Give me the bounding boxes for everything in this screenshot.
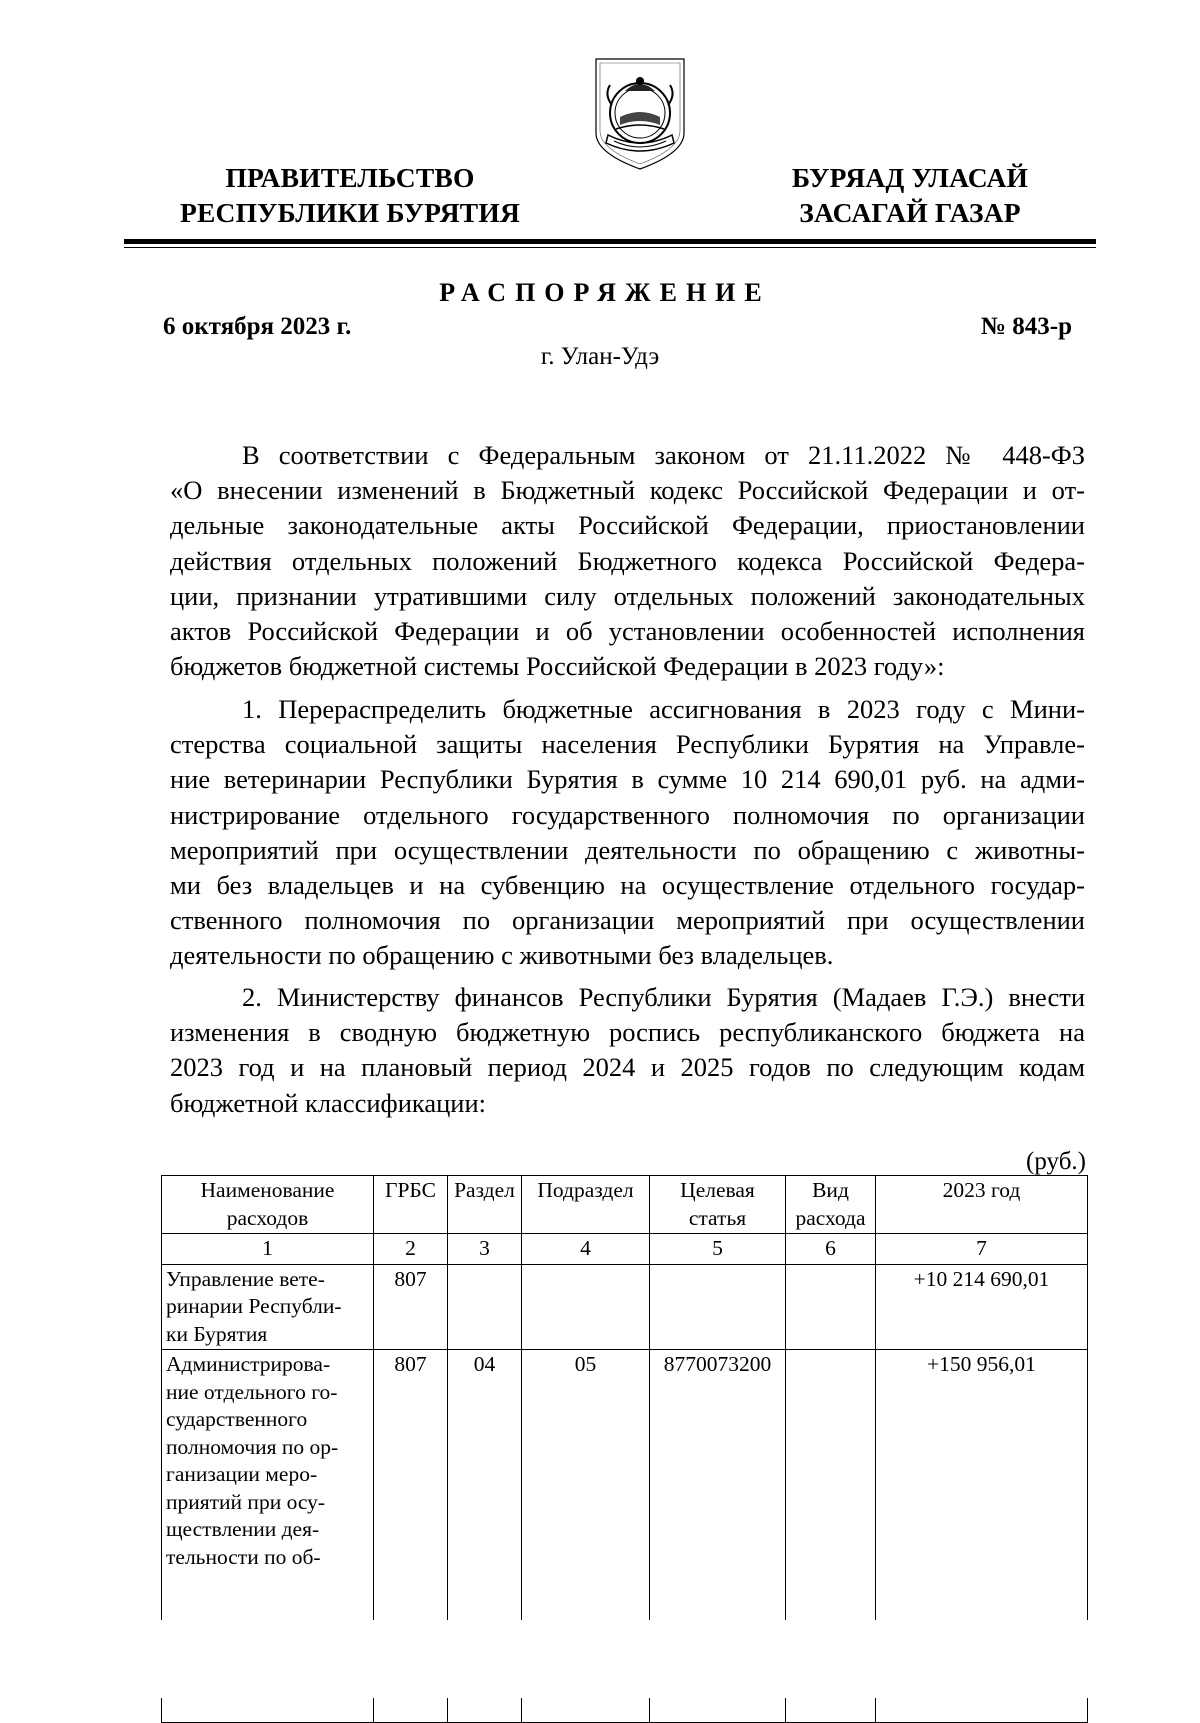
header-rule-thin: [124, 247, 1096, 248]
row-name-cell: Администрирова- ние отдельного го- сударственного полномочия по ор- ганизации меро- приятий при осу- ществлении дея- тельности по об-: [162, 1350, 374, 1723]
text-line: ми без владельцев и на субвенцию на осуществление отдельного государ-: [170, 870, 1085, 901]
table-header-row: [162, 1176, 1088, 1234]
table-number-row: [162, 1234, 1088, 1265]
text-line: деятельности по обращению с животными без владельцев.: [170, 940, 834, 971]
table-header-cell: Наименование расходов: [162, 1176, 374, 1234]
republic-emblem-icon: [590, 55, 690, 173]
row-celevaya-cell: [650, 1264, 786, 1350]
row-razdel-cell: [448, 1264, 522, 1350]
document-date: 6 октября 2023 г.: [163, 313, 352, 340]
text-line: 2023 год и на плановый период 2024 и 2025 годов по следующим кодам: [170, 1052, 1085, 1083]
table-number-cell: 3: [448, 1234, 522, 1265]
table-number-cell: 7: [876, 1234, 1088, 1265]
document-city: г. Улан-Удэ: [540, 343, 660, 370]
text-line: ственного полномочия по организации мероприятий при осуществлении: [170, 905, 1085, 936]
text-line: «О внесении изменений в Бюджетный кодекс Российской Федерации и от-: [170, 475, 1085, 506]
header-left-line2: РЕСПУБЛИКИ БУРЯТИЯ: [179, 197, 521, 228]
header-right: [760, 160, 1060, 230]
text-line: ние ветеринарии Республики Бурятия в сумме 10 214 690,01 руб. на адми-: [170, 764, 1085, 795]
header-left-line1: ПРАВИТЕЛЬСТВО: [225, 162, 475, 193]
header-right-line2: ЗАСАГАЙ ГАЗАР: [799, 197, 1021, 228]
row-razdel-cell: 04: [448, 1350, 522, 1723]
text-line: 2. Министерству финансов Республики Бурятия (Мадаев Г.Э.) внести: [242, 982, 1085, 1012]
row-podrazdel-cell: 05: [522, 1350, 650, 1723]
text-line: бюджетной классификации:: [170, 1087, 487, 1118]
paragraph-item-1: [170, 692, 1085, 974]
text-line: 1. Перераспределить бюджетные ассигнования в 2023 году с Мини-: [242, 694, 1085, 724]
table-header-cell: 2023 год: [876, 1176, 1088, 1234]
paragraph-preamble: [170, 438, 1085, 684]
text-line: нистрирование отдельного государственного полномочия по организации: [170, 799, 1085, 830]
row-vid-cell: [786, 1264, 876, 1350]
table-number-cell: 6: [786, 1234, 876, 1265]
row-podrazdel-cell: [522, 1264, 650, 1350]
text-line: бюджетов бюджетной системы Российской Федерации в 2023 году»:: [170, 651, 945, 682]
text-line: мероприятий при осуществлении деятельности по обращению с животны-: [170, 834, 1085, 865]
row-celevaya-cell: 8770073200: [650, 1350, 786, 1723]
table-unit-label: (руб.): [1026, 1148, 1086, 1175]
row-amount-cell: +10 214 690,01: [876, 1264, 1088, 1350]
table-number-cell: 5: [650, 1234, 786, 1265]
row-name-cell: Управление вете- ринарии Республи- ки Бурятия: [162, 1264, 374, 1350]
table-header-cell: Подраздел: [522, 1176, 650, 1234]
table-row: [162, 1264, 1088, 1350]
text-line: стерства социальной защиты населения Республики Бурятия на Управле-: [170, 729, 1085, 760]
text-line: изменения в сводную бюджетную роспись республиканского бюджета на: [170, 1017, 1085, 1048]
row-grbs-cell: 807: [374, 1264, 448, 1350]
table-number-cell: 4: [522, 1234, 650, 1265]
page-bottom-margin: [0, 1620, 1200, 1698]
table-header-cell: Целевая статья: [650, 1176, 786, 1234]
text-line: действия отдельных положений Бюджетного кодекса Российской Федера-: [170, 545, 1085, 576]
table-number-cell: 1: [162, 1234, 374, 1265]
table-header-cell: ГРБС: [374, 1176, 448, 1234]
text-line: актов Российской Федерации и об установлении особенностей исполнения: [170, 616, 1085, 647]
document-title: РАСПОРЯЖЕНИЕ: [439, 278, 771, 307]
text-line: дельные законодательные акты Российской Федерации, приостановлении: [170, 510, 1085, 541]
row-amount-cell: +150 956,01: [876, 1350, 1088, 1723]
text-line: ции, признании утратившими силу отдельных положений законодательных: [170, 580, 1085, 611]
document-number: № 843-р: [980, 313, 1072, 340]
row-grbs-cell: 807: [374, 1350, 448, 1723]
header-rule-thick: [124, 239, 1096, 244]
text-line: В соответствии с Федеральным законом от 21.11.2022 № 448-ФЗ: [242, 440, 1085, 470]
header-left: [160, 160, 540, 230]
table-header-cell: Раздел: [448, 1176, 522, 1234]
table-number-cell: 2: [374, 1234, 448, 1265]
paragraph-item-2: [170, 980, 1085, 1121]
header-right-line1: БУРЯАД УЛАСАЙ: [791, 162, 1029, 193]
table-header-cell: Вид расхода: [786, 1176, 876, 1234]
